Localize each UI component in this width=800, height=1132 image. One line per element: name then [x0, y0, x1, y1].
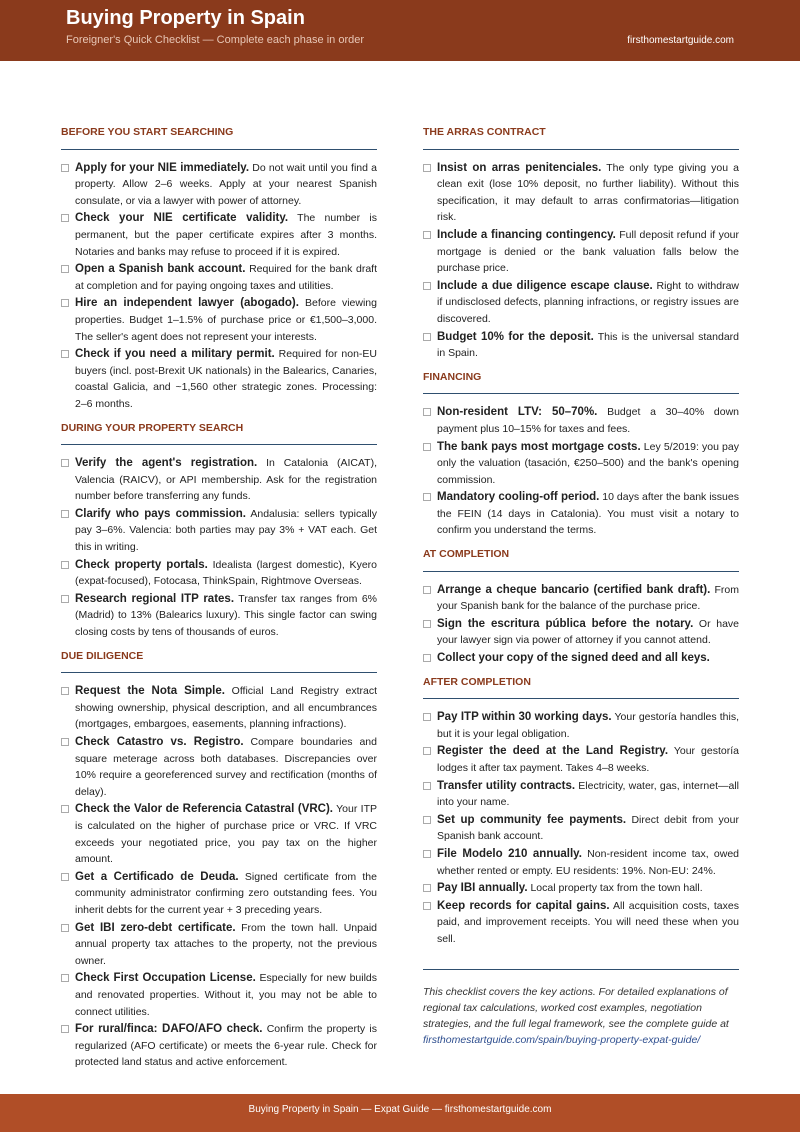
- item-text: Your gestoría handles this, but it is your legal obligation.: [437, 711, 740, 740]
- item-title: Verify the agent's registration.: [75, 457, 258, 470]
- checkbox[interactable]: [423, 620, 431, 628]
- item-title: Get IBI zero-debt certificate.: [75, 921, 236, 934]
- item-title: Budget 10% for the deposit.: [437, 330, 594, 343]
- item-title: Non-resident LTV: 50–70%.: [437, 406, 598, 419]
- checkbox[interactable]: [423, 282, 431, 290]
- item-title: Check First Occupation License.: [75, 972, 256, 985]
- checkbox[interactable]: [423, 747, 431, 755]
- checkbox[interactable]: [423, 713, 431, 721]
- section-heading: DURING YOUR PROPERTY SEARCH: [61, 420, 377, 446]
- item-title: Clarify who pays commission.: [75, 507, 246, 520]
- item-text: All acquisition costs, taxes paid, and improvement receipts. You will need these when you sell.: [437, 899, 739, 945]
- item-title: Get a Certificado de Deuda.: [75, 870, 239, 883]
- checklist-item: [61, 261, 377, 294]
- checkbox[interactable]: [61, 974, 69, 982]
- page-title: Buying Property in Spain: [66, 7, 305, 29]
- item-text: In Catalonia (AICAT), Valencia (RAICV), or API membership. Ask for the registration number before transferring any funds.: [75, 457, 377, 503]
- checklist-item: [61, 801, 377, 867]
- item-title: Open a Spanish bank account.: [75, 263, 246, 276]
- checkbox[interactable]: [61, 1025, 69, 1033]
- checkbox[interactable]: [61, 299, 69, 307]
- checkbox[interactable]: [61, 805, 69, 813]
- checkbox[interactable]: [423, 884, 431, 892]
- checklist-item: [423, 439, 739, 489]
- item-text: 10 days after the bank issues the FEIN (14 days in Catalonia). You must visit a notary to confirm you understand the terms.: [437, 491, 739, 537]
- checklist-item: [61, 506, 377, 556]
- item-text: Transfer tax ranges from 6% (Madrid) to 13% (Balearics luxury). This single factor can swing closing costs by tens of thousands of euros.: [75, 592, 377, 639]
- checklist-item: [423, 582, 739, 615]
- item-text: From your Spanish bank for the balance of the purchase price.: [437, 583, 740, 613]
- checkbox[interactable]: [61, 687, 69, 695]
- checkbox[interactable]: [423, 493, 431, 501]
- checklist-item: [61, 295, 377, 345]
- checkbox[interactable]: [61, 873, 69, 881]
- checklist-item: [61, 557, 377, 590]
- divider: [423, 969, 739, 970]
- item-text: Right to withdraw if undisclosed defects, planning infractions, or registry issues are discovered.: [437, 279, 739, 325]
- checkbox[interactable]: [61, 595, 69, 603]
- checkbox[interactable]: [61, 561, 69, 569]
- checklist-item: [423, 778, 739, 811]
- checklist-item: [423, 743, 739, 776]
- item-title: The bank pays most mortgage costs.: [437, 440, 641, 453]
- item-text: Signed certificate from the community administrator confirming zero outstanding fees. You inherit debts for the current year + 3 preceding years.: [75, 870, 377, 916]
- item-text: Idealista (largest domestic), Kyero (expat-focused), Fotocasa, ThinkSpain, Rightmove Overseas.: [75, 558, 377, 588]
- guide-link[interactable]: firsthomestartguide.com/spain/buying-property-expat-guide/: [423, 1033, 701, 1046]
- item-text: Required for non-EU buyers (incl. post-Brexit UK nationals) in the Balearics, Canaries, coastal Galicia, and ~1,560 other strategic zones. Processing: 2–6 months.: [75, 348, 377, 410]
- item-text: Local property tax from the town hall.: [527, 882, 703, 895]
- checklist-item: [61, 920, 377, 970]
- item-title: Include a due diligence escape clause.: [437, 279, 653, 292]
- item-text: Before viewing properties. Budget 1–1.5% of purchase price or €1,500–3,000. The seller's agent does not represent your interests.: [75, 297, 377, 343]
- checklist-item: [423, 160, 739, 226]
- header-bar: [0, 0, 800, 61]
- item-text: The number is permanent, but the paper certificate expires after 3 months. Notaries and banks may refuse to proceed if it is expired.: [75, 212, 377, 258]
- checklist-item: [423, 880, 739, 897]
- section-gap: [61, 1072, 377, 1078]
- item-title: Arrange a cheque bancario (certified bank draft).: [437, 583, 711, 596]
- checklist-item: [423, 227, 739, 277]
- checklist-item: [423, 846, 739, 879]
- item-text: Non-resident income tax, owed whether rented or empty. EU residents: 19%. Non-EU: 24%.: [437, 847, 739, 877]
- item-title: Check the Valor de Referencia Catastral (VRC).: [75, 803, 334, 816]
- checkbox[interactable]: [423, 164, 431, 172]
- checklist-item: [61, 455, 377, 505]
- item-text: Your gestoría lodges it after tax payment. Takes 4–8 weeks.: [437, 745, 739, 774]
- checklist-section: [423, 124, 739, 369]
- section-heading: AFTER COMPLETION: [423, 674, 739, 700]
- item-title: For rural/finca: DAFO/AFO check.: [75, 1023, 263, 1036]
- checklist-item: [423, 278, 739, 328]
- left-column: [61, 124, 377, 1078]
- checkbox[interactable]: [423, 850, 431, 858]
- checklist-item: [61, 734, 377, 800]
- site-url[interactable]: firsthomestartguide.com: [627, 35, 734, 46]
- checklist-section: [423, 674, 739, 955]
- item-title: Transfer utility contracts.: [437, 779, 576, 792]
- item-text: The only type giving you a clean exit (lose 10% deposit, no further liability). Without this specification, it may default to arras confirmatorias—litigation risk.: [437, 161, 739, 224]
- section-heading: AT COMPLETION: [423, 546, 739, 572]
- section-heading: BEFORE YOU START SEARCHING: [61, 124, 377, 150]
- checklist-item: [423, 812, 739, 845]
- checkbox[interactable]: [423, 408, 431, 416]
- right-column: [423, 124, 739, 1048]
- checkbox[interactable]: [423, 902, 431, 910]
- checkbox[interactable]: [61, 265, 69, 273]
- checklist-item: [423, 616, 739, 649]
- checklist-item: [61, 210, 377, 260]
- checklist-item: [423, 329, 739, 362]
- footer-bar: [0, 1094, 800, 1132]
- checklist-item: [61, 970, 377, 1020]
- checkbox[interactable]: [423, 816, 431, 824]
- checkbox[interactable]: [61, 924, 69, 932]
- checkbox[interactable]: [61, 738, 69, 746]
- item-title: Check your NIE certificate validity.: [75, 212, 289, 225]
- item-title: Check property portals.: [75, 558, 208, 571]
- section-gap: [423, 949, 739, 955]
- item-text: From the town hall. Unpaid annual property tax attaches to the property, not the previous owner.: [75, 921, 377, 967]
- item-title: File Modelo 210 annually.: [437, 847, 582, 860]
- item-text: Confirm the property is regularized (AFO certificate) or meets the 6-year rule. Check for protected land status and active enforcement.: [75, 1023, 377, 1069]
- closing-note: [423, 984, 739, 1048]
- item-text: Andalusia: sellers typically pay 3–6%. Valencia: both parties may pay 3% + VAT each. Get this in writing.: [75, 507, 377, 554]
- item-title: Insist on arras penitenciales.: [437, 161, 602, 174]
- section-heading: DUE DILIGENCE: [61, 648, 377, 674]
- item-text: Budget a 30–40% down payment plus 10–15% for taxes and fees.: [437, 406, 739, 435]
- item-title: Keep records for capital gains.: [437, 899, 610, 912]
- checklist-item: [61, 869, 377, 919]
- checkbox[interactable]: [423, 586, 431, 594]
- checklist-item: [423, 489, 739, 539]
- item-text: Or have your lawyer sign via power of attorney if you cannot attend.: [437, 617, 739, 647]
- item-title: Collect your copy of the signed deed and all keys.: [437, 652, 710, 665]
- note-text: This checklist covers the key actions. For detailed explanations of regional tax calculations, worked cost examples, negotiation strategies, and the full legal framework, see the complete guide at: [423, 985, 729, 1030]
- checklist-item: [423, 709, 739, 742]
- item-title: Check if you need a military permit.: [75, 348, 275, 361]
- checklist-item: [423, 650, 739, 667]
- checkbox[interactable]: [61, 350, 69, 358]
- checkbox[interactable]: [61, 459, 69, 467]
- item-title: Mandatory cooling-off period.: [437, 491, 600, 504]
- checklist-section: [423, 369, 739, 546]
- item-text: Electricity, water, gas, internet—all into your name.: [437, 779, 739, 809]
- item-title: Sign the escritura pública before the notary.: [437, 617, 694, 630]
- checklist-item: [61, 1021, 377, 1071]
- item-title: Request the Nota Simple.: [75, 685, 225, 698]
- item-title: Research regional ITP rates.: [75, 592, 235, 605]
- item-title: Check Catastro vs. Registro.: [75, 736, 244, 748]
- item-text: This is the universal standard in Spain.: [437, 330, 739, 360]
- item-title: Apply for your NIE immediately.: [75, 161, 250, 174]
- checklist-section: [61, 420, 377, 648]
- item-title: Pay IBI annually.: [437, 882, 528, 895]
- checklist-item: [61, 591, 377, 641]
- checkbox[interactable]: [61, 164, 69, 172]
- item-text: Especially for new builds and renovated properties. Without it, you may not be able to connect utilities.: [75, 972, 377, 1018]
- item-text: Your ITP is calculated on the higher of purchase price or VRC. If VRC exceeds your negotiated price, you pay tax on the higher amount.: [75, 803, 377, 866]
- item-title: Set up community fee payments.: [437, 813, 627, 826]
- item-title: Register the deed at the Land Registry.: [437, 745, 669, 758]
- item-text: Required for the bank draft at completion and for paying ongoing taxes and utilities.: [75, 263, 377, 292]
- checkbox[interactable]: [423, 654, 431, 662]
- item-title: Include a financing contingency.: [437, 228, 616, 241]
- section-heading: FINANCING: [423, 369, 739, 395]
- checklist-item: [61, 346, 377, 412]
- item-text: Direct debit from your Spanish bank account.: [437, 813, 739, 843]
- checklist-section: [61, 124, 377, 420]
- checklist-item: [423, 898, 739, 948]
- item-text: Official Land Registry extract showing ownership, physical description, and all encumbrances (mortgages, embargoes, easements, planning infractions).: [75, 685, 377, 731]
- checklist-section: [61, 648, 377, 1078]
- checkbox[interactable]: [423, 231, 431, 239]
- item-text: Full deposit refund if your mortgage is denied or the bank valuation falls below the purchase price.: [437, 228, 740, 275]
- item-text: Ley 5/2019: you pay only the valuation (tasación, €250–500) and the bank's opening commission.: [437, 440, 739, 486]
- checkbox[interactable]: [61, 214, 69, 222]
- checkbox[interactable]: [423, 443, 431, 451]
- checkbox[interactable]: [61, 510, 69, 518]
- item-title: Pay ITP within 30 working days.: [437, 711, 612, 724]
- footer-text: Buying Property in Spain — Expat Guide — firsthomestartguide.com: [248, 1104, 552, 1115]
- checklist-item: [423, 404, 739, 437]
- section-heading: THE ARRAS CONTRACT: [423, 124, 739, 150]
- checklist-item: [61, 683, 377, 733]
- item-title: Hire an independent lawyer (abogado).: [75, 297, 299, 310]
- page-subtitle: Foreigner's Quick Checklist — Complete each phase in order: [66, 34, 365, 46]
- item-text: Do not wait until you find a property. Allow 2–6 weeks. Apply at your nearest Spanish consulate, or via a lawyer with power of attorney.: [75, 161, 377, 207]
- checklist-section: [423, 546, 739, 674]
- item-text: Compare boundaries and square meterage across both databases. Discrepancies over 10% require a georeferenced survey and rectification (months of delay).: [75, 736, 377, 798]
- checklist-item: [61, 160, 377, 210]
- checkbox[interactable]: [423, 333, 431, 341]
- checkbox[interactable]: [423, 782, 431, 790]
